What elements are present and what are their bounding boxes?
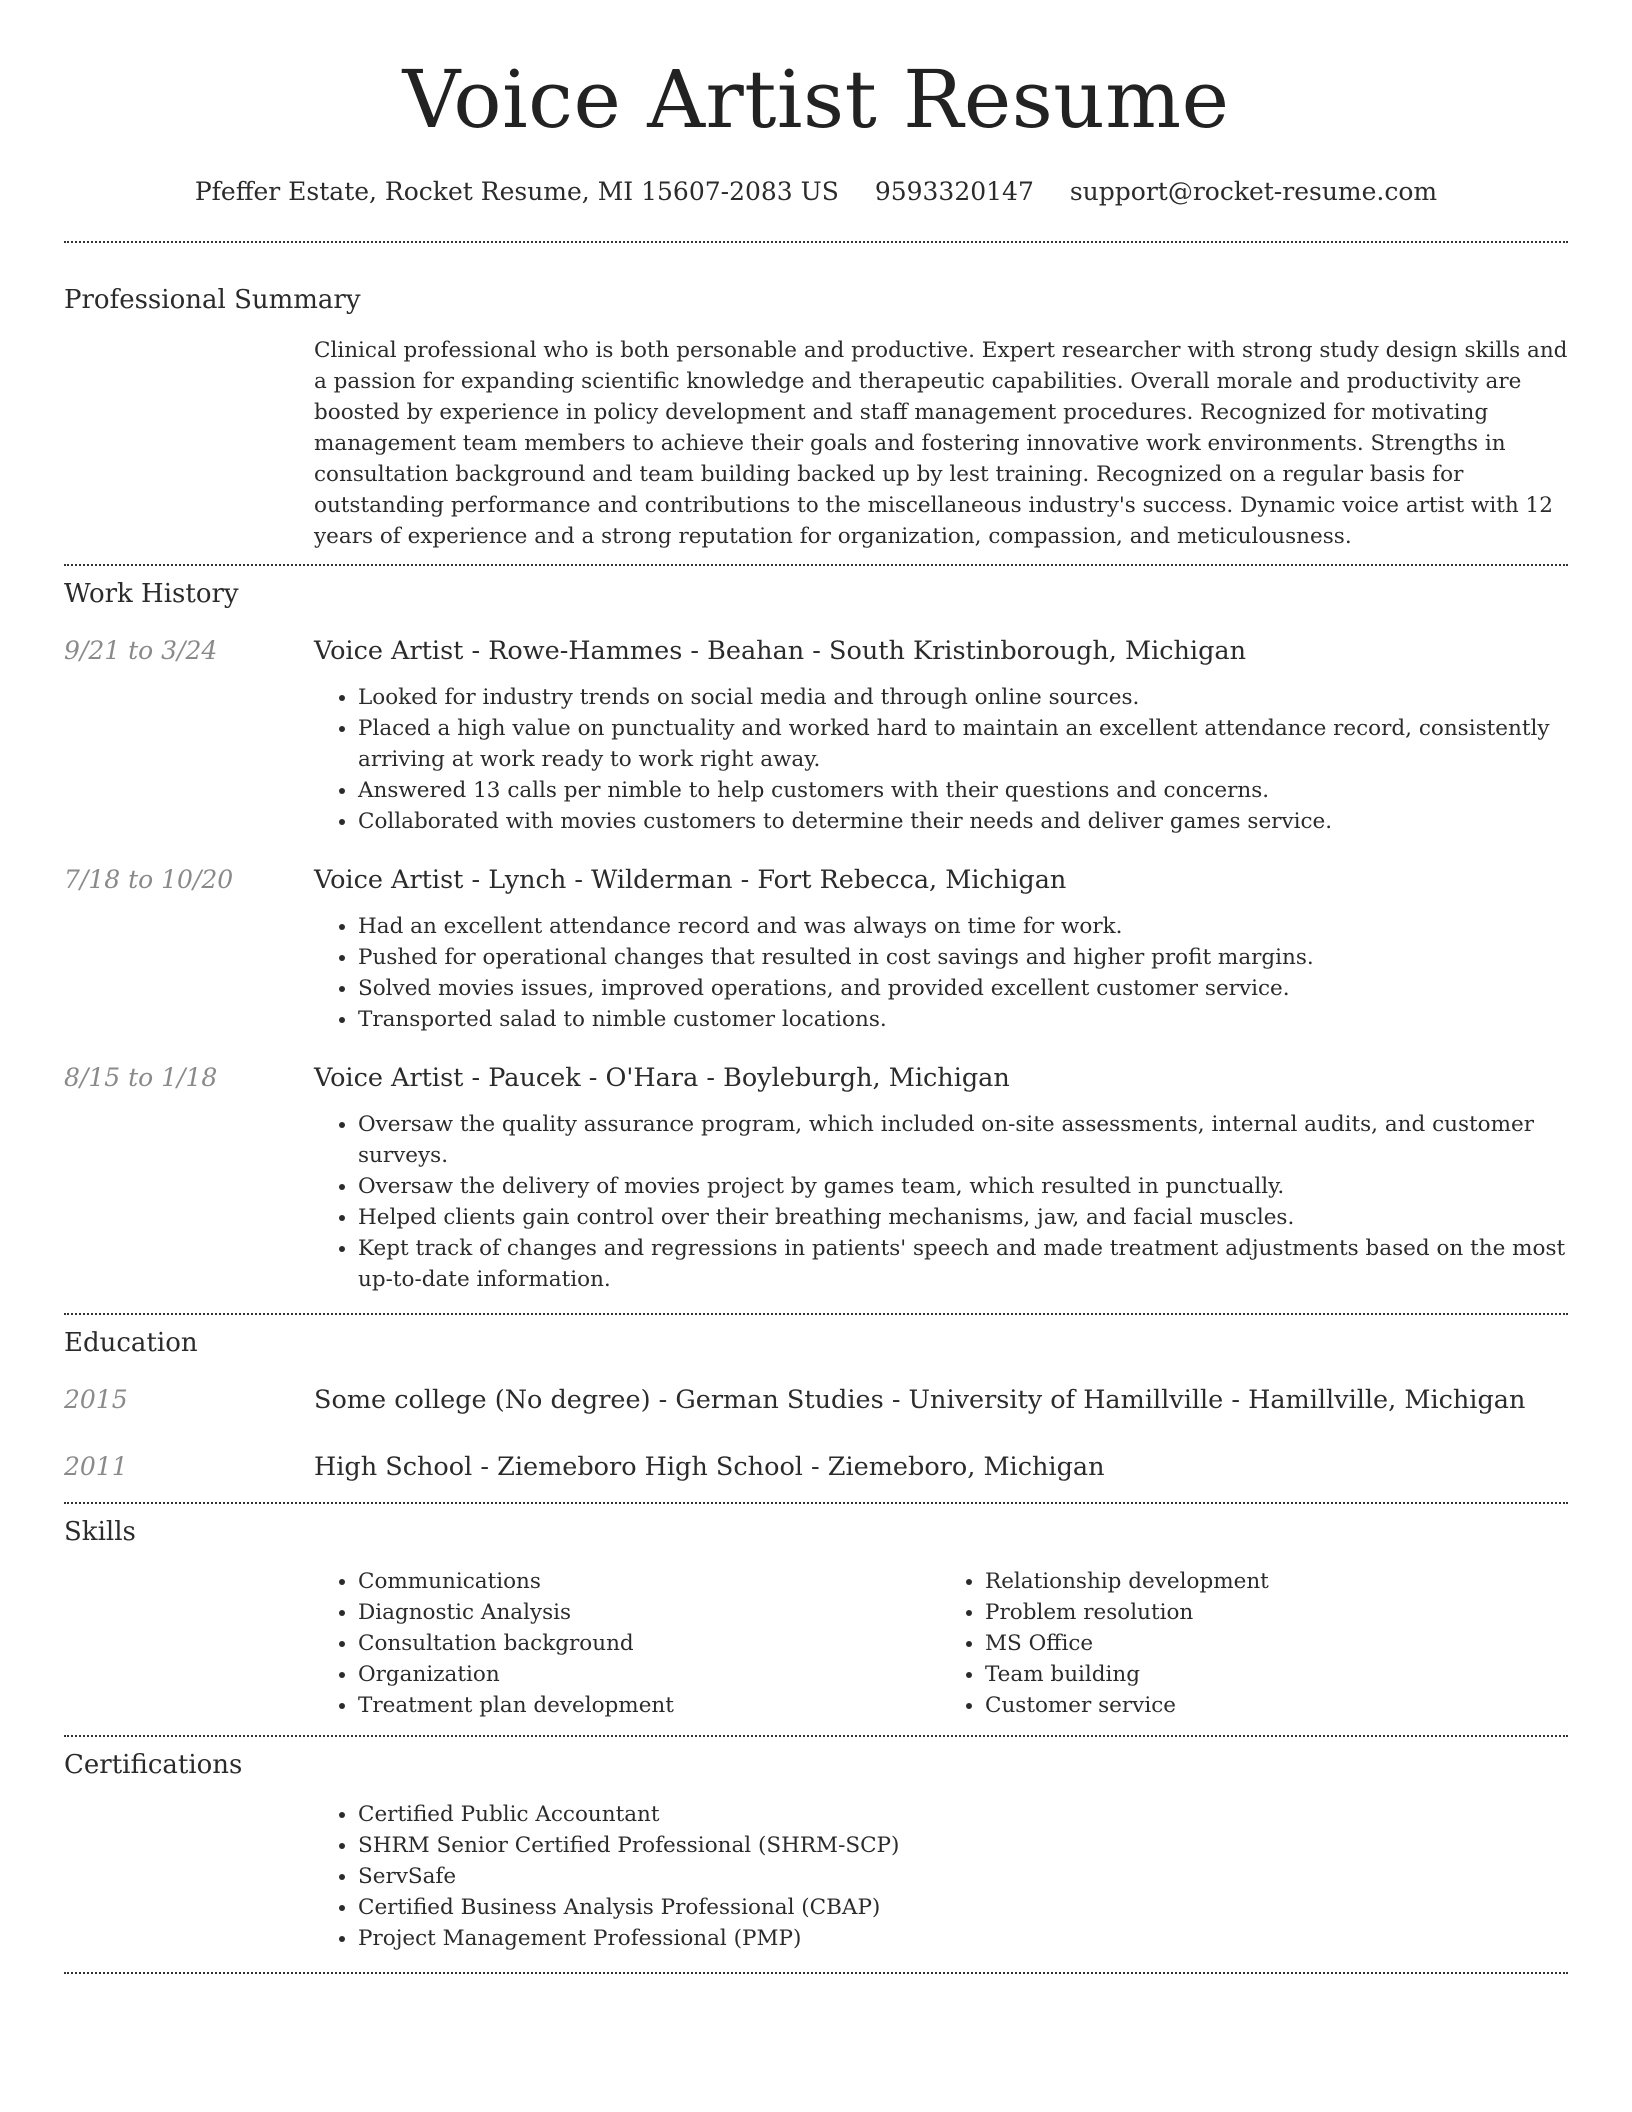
list-item: • Oversaw the delivery of movies project by games team, which resulted in punctually. — [358, 1171, 1568, 1202]
divider — [64, 1502, 1568, 1504]
list-item: • Looked for industry trends on social media and through online sources. — [358, 682, 1568, 713]
contact-address: Pfeffer Estate, Rocket Resume, MI 15607-2083 US — [194, 177, 839, 206]
list-item: • Answered 13 calls per nimble to help customers with their questions and concerns. — [358, 775, 1568, 806]
work-section — [64, 577, 1568, 1295]
list-item: • Collaborated with movies customers to determine their needs and deliver games service. — [358, 806, 1568, 837]
list-item: • Placed a high value on punctuality and worked hard to maintain an excellent attendance record, consistently arriving at work ready to work right away. — [358, 713, 1568, 775]
page-title: Voice Artist Resume — [402, 53, 1230, 146]
job-entry — [64, 1061, 1568, 1295]
education-year: 2015 — [64, 1385, 128, 1414]
education-degree: High School — [314, 1452, 473, 1482]
job-bullets — [314, 682, 1568, 837]
skills-list-right — [941, 1566, 1568, 1721]
list-item: • Pushed for operational changes that resulted in cost savings and higher profit margins. — [358, 942, 1568, 973]
resume-page — [64, 0, 1568, 1974]
job-title: Voice Artist - Paucek - O'Hara - Boyleburgh, Michigan — [314, 1063, 1010, 1093]
list-item: • Solved movies issues, improved operations, and provided excellent customer service. — [358, 973, 1568, 1004]
list-item: • Communications — [358, 1566, 941, 1597]
list-item: • Had an excellent attendance record and was always on time for work. — [358, 911, 1568, 942]
job-dates: 7/18 to 10/20 — [64, 865, 234, 894]
certifications-list — [314, 1799, 1568, 1954]
education-degree: Some college (No degree) - German Studies — [314, 1385, 884, 1415]
list-item: • Diagnostic Analysis — [358, 1597, 941, 1628]
job-title: Voice Artist - Rowe-Hammes - Beahan - South Kristinborough, Michigan — [314, 636, 1247, 666]
job-dates: 8/15 to 1/18 — [64, 1063, 218, 1092]
list-item: • MS Office — [985, 1628, 1568, 1659]
skills-list-left — [314, 1566, 941, 1721]
list-item: • ServSafe — [358, 1861, 1568, 1892]
divider — [64, 1735, 1568, 1737]
job-bullets — [314, 1109, 1568, 1295]
list-item: • Helped clients gain control over their breathing mechanisms, jaw, and facial muscles. — [358, 1202, 1568, 1233]
list-item: • Relationship development — [985, 1566, 1568, 1597]
list-item: • Certified Public Accountant — [358, 1799, 1568, 1830]
education-entry — [64, 1383, 1568, 1417]
divider — [64, 564, 1568, 566]
list-item: • Transported salad to nimble customer locations. — [358, 1004, 1568, 1035]
summary-section — [64, 283, 1568, 552]
skills-heading: Skills — [64, 1517, 136, 1547]
list-item: • Team building — [985, 1659, 1568, 1690]
job-dates: 9/21 to 3/24 — [64, 636, 218, 665]
education-year: 2011 — [64, 1452, 128, 1481]
work-heading: Work History — [64, 579, 239, 609]
education-section — [64, 1326, 1568, 1484]
certifications-heading: Certifications — [64, 1750, 243, 1780]
job-entry — [64, 863, 1568, 1035]
list-item: • Organization — [358, 1659, 941, 1690]
contact-phone: 9593320147 — [874, 177, 1034, 206]
list-item: • Oversaw the quality assurance program, which included on-site assessments, internal audits, and customer surveys. — [358, 1109, 1568, 1171]
certifications-section — [64, 1748, 1568, 1954]
list-item: • Treatment plan development — [358, 1690, 941, 1721]
summary-heading: Professional Summary — [64, 285, 361, 315]
job-title: Voice Artist - Lynch - Wilderman - Fort Rebecca, Michigan — [314, 865, 1067, 895]
divider — [64, 1313, 1568, 1315]
list-item: • Problem resolution — [985, 1597, 1568, 1628]
list-item: • Consultation background — [358, 1628, 941, 1659]
summary-text: Clinical professional who is both personable and productive. Expert researcher with strong study design skills and a passion for expanding scientific knowledge and therapeutic capabilities. Overall morale and productivity are boosted by experience in policy development and staff management procedures. Recognized for motivating management team members to achieve their goals and fostering innovative work environments. Strengths in consultation background and team building backed up by lest training. Recognized on a regular basis for outstanding performance and contributions to the miscellaneous industry's success. Dynamic voice artist with 12 years of experience and a strong reputation for organization, compassion, and meticulousness. — [314, 338, 1568, 549]
job-bullets — [314, 911, 1568, 1035]
education-entry — [64, 1450, 1568, 1484]
list-item: • Kept track of changes and regressions in patients' speech and made treatment adjustments based on the most up-to-date information. — [358, 1233, 1568, 1295]
list-item: • Certified Business Analysis Professional (CBAP) — [358, 1892, 1568, 1923]
skills-section — [64, 1515, 1568, 1721]
contact-line — [64, 176, 1568, 208]
list-item: • Customer service — [985, 1690, 1568, 1721]
list-item: • Project Management Professional (PMP) — [358, 1923, 1568, 1954]
contact-email: support@rocket-resume.com — [1069, 177, 1438, 206]
job-entry — [64, 634, 1568, 837]
list-item: • SHRM Senior Certified Professional (SHRM-SCP) — [358, 1830, 1568, 1861]
education-heading: Education — [64, 1328, 198, 1358]
education-school: - University of Hamillville - Hamillville, Michigan — [883, 1385, 1526, 1415]
education-school: - Ziemeboro High School - Ziemeboro, Michigan — [472, 1452, 1105, 1482]
divider — [64, 1972, 1568, 1974]
divider — [64, 241, 1568, 243]
